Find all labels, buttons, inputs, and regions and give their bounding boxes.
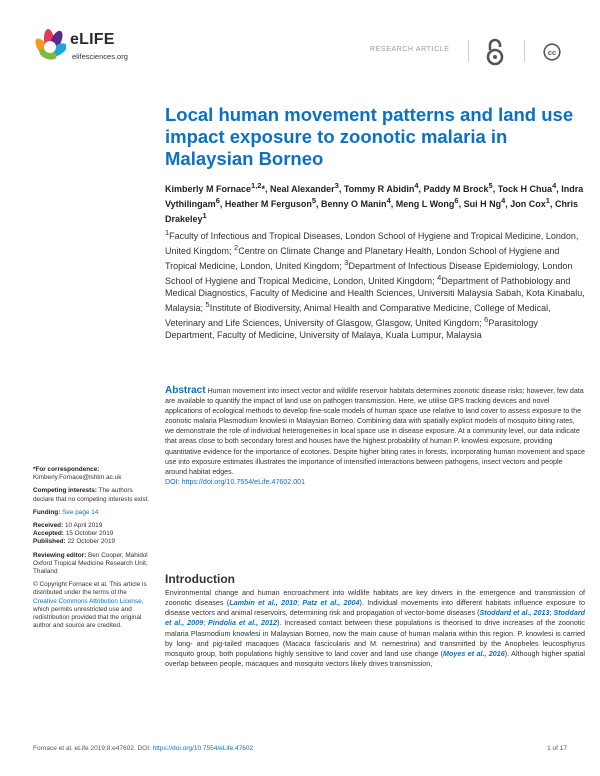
intro-text: ). Individual movements into different habitats influence exposure to disease vectors and animal reservoirs, determining risk and propagation of vector-borne diseases ( <box>165 598 585 618</box>
funding-link[interactable]: See page 14 <box>62 508 99 516</box>
citation-link[interactable]: Lambin et al., 2010 <box>229 598 298 608</box>
abstract-text: Human movement into insect vector and wildlife reservoir habitats determines zoonotic disease risks; however, few data are available to quantify the impact of land use on pathogen transmission. Here, we utilise GPS tracking devices and novel applications of ecological methods to develop fine-scale models of human space use relative to land cover to assess exposure to the zoonotic malaria Plasmodium knowlesi in Malaysian Borneo. Combining data with spatially explicit models of mosquito biting rates, we demonstrate the role of individual heterogeneities in local space use in disease exposure. At a community level, our data indicate that areas close to both secondary forest and houses have the highest probability of human P. knowlesi exposure, providing quantitative evidence for the importance of ecotones. Despite higher biting rates in forests, incorporating human movement and space use into exposure estimates illustrates the importance of intensified interactions between pathogens, insect vectors and people around habitat edges. <box>165 387 585 476</box>
page-number: 1 of 17 <box>547 745 567 752</box>
logo-name: eLIFE <box>70 31 115 48</box>
competing-interests-text: The authors declare that no competing interests exist. <box>33 487 150 503</box>
reviewing-editor-label: Reviewing editor: <box>33 551 87 559</box>
citation-link[interactable]: Pindolia et al., 2012 <box>208 618 278 628</box>
elife-logo[interactable] <box>34 28 154 78</box>
intro-text: Environmental change and human encroachment into wildlife habitats are key drivers in the emergence and transmission of zoonotic diseases ( <box>165 588 585 608</box>
article-type: RESEARCH ARTICLE <box>370 46 450 53</box>
copyright-text: Copyright Fornace et al. This article is distributed under the terms of the <box>33 581 147 597</box>
published-label: Published: <box>33 538 66 546</box>
abstract <box>165 386 585 487</box>
accepted-date: 15 October 2019 <box>65 530 114 538</box>
page-footer <box>33 745 567 752</box>
open-access-icon <box>486 38 504 66</box>
affiliations: $^1$Faculty of Infectious and Tropical Diseases, London School of Hygiene and Tropical Medicine, London, United Kingdom; $^2$Centre on Climate Change and Planetary Health, London School of Hygiene and Tropical Medicine, London, United Kingdom; $^3$Department of Infectious Disease Epidemiology, London School of Hygiene and Tropical Medicine, London, United Kingdom; $^4$Department of Pathobiology and Medical Diagnostics, Faculty of Medicine and Health Sciences, Universiti Malaysia Sabah, Kota Kinabalu, Malaysia; $^5$Institute of Biodiversity, Animal Health and Comparative Medicine, College of Medical, Veterinary and Life Sciences, University of Glasgow, Glasgow, United Kingdom; $^6$Parasitology Department, Faculty of Medicine, University of Malaya, Kuala Lumpur, Malaysia <box>165 228 585 341</box>
elife-logo-icon <box>34 28 66 62</box>
abstract-label: Abstract <box>165 385 206 396</box>
article-info-sidebar <box>33 466 151 635</box>
footer-doi-label: DOI: <box>137 745 151 752</box>
logo-url[interactable]: elifesciences.org <box>72 52 128 61</box>
citation-link[interactable]: Stoddard et al., 2013 <box>479 608 550 618</box>
header-divider <box>468 40 469 62</box>
copyright-text-end: which permits unrestricted use and redistribution provided that the original author and source are credited. <box>33 605 142 630</box>
citation-link[interactable]: Moyes et al., 2016 <box>442 648 505 658</box>
citation-link[interactable]: Patz et al., 2004 <box>302 598 360 608</box>
copyright-icon: © <box>33 581 38 589</box>
page-header <box>0 0 600 95</box>
creative-commons-icon <box>543 43 561 61</box>
svg-text:cc: cc <box>547 48 557 57</box>
received-label: Received: <box>33 522 64 530</box>
footer-citation: Fornace et al. eLife 2019;8:e47602. <box>33 745 136 752</box>
introduction-heading: Introduction <box>165 572 235 586</box>
intro-text: ; <box>549 608 554 618</box>
citation-link[interactable]: Stoddard et al., 2009 <box>165 608 586 628</box>
received-date: 10 April 2019 <box>64 522 103 530</box>
intro-text: ). Although higher spatial overlap between people, macaques and mosquito vectors likely drives transmission, <box>165 648 585 669</box>
published-date: 22 October 2019 <box>67 538 116 546</box>
abstract-doi-label: DOI: <box>165 477 180 486</box>
abstract-doi-link[interactable]: https://doi.org/10.7554/eLife.47602.001 <box>181 477 306 486</box>
reviewing-editor: Ben Cooper, Mahidol Oxford Tropical Medicine Research Unit, Thailand <box>33 551 148 576</box>
article-title: Local human movement patterns and land use impact exposure to zoonotic malaria in Malaysian Borneo <box>165 104 574 169</box>
header-divider <box>524 40 525 62</box>
author-list: Kimberly M Fornace$^{1,2}$*, Neal Alexander$^3$, Tommy R Abidin$^4$, Paddy M Brock$^5$, Tock H Chua$^4$, Indra Vythilingam$^6$, Heather M Ferguson$^5$, Benny O Manin$^4$, Meng L Wong$^6$, Sui H Ng$^4$, Jon Cox$^1$, Chris Drakeley$^1$ <box>165 181 584 224</box>
accepted-label: Accepted: <box>33 530 64 538</box>
introduction-text <box>165 588 585 669</box>
intro-text: ). Increased contact between these populations is theorised to drive increases of the zoonotic malaria Plasmodium knowlesi in Malaysian Borneo, now the main cause of human malaria within this region. P. knowlesi is carried by long- and pig-tailed macaques (Macaca fascicularis and M. nemestrina) and transmitted by the Anopheles leucosphyrus mosquito group, both populations highly sensitive to land cover and land use change ( <box>165 618 586 658</box>
funding-label: Funding: <box>33 508 61 516</box>
footer-doi-link[interactable]: https://doi.org/10.7554/eLife.47602 <box>152 745 254 752</box>
intro-text: ; <box>297 598 303 608</box>
competing-interests-label: Competing interests: <box>33 487 97 495</box>
correspondence-label: *For correspondence: <box>33 466 100 473</box>
correspondence-email[interactable]: Kimberly.Fornace@lshtm.ac.uk <box>33 474 122 482</box>
license-link[interactable]: Creative Commons Attribution License, <box>33 597 144 605</box>
intro-text: ; <box>203 618 209 628</box>
